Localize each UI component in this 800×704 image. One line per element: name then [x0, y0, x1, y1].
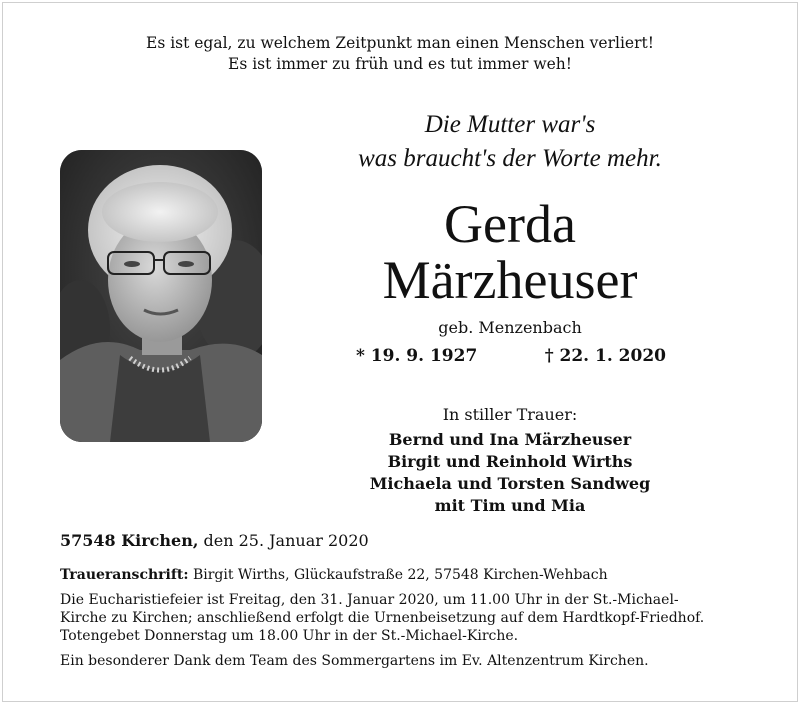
mourning-address: [60, 566, 760, 584]
mourners-list: [300, 429, 720, 517]
script-quote: [320, 108, 700, 176]
death-date: † 22. 1. 2020: [544, 346, 666, 366]
ceremony-line-1: Die Eucharistiefeier ist Freitag, den 31. Januar 2020, um 11.00 Uhr in der St.-Michael-: [60, 592, 679, 608]
opening-quote-line-1: Es ist egal, zu welchem Zeitpunkt man einen Menschen verliert!: [146, 34, 654, 52]
opening-quote: [0, 33, 800, 75]
mourner-line: Birgit und Reinhold Wirths: [387, 452, 633, 471]
mourning-label: In stiller Trauer:: [442, 405, 578, 424]
script-quote-line-2: was braucht's der Worte mehr.: [358, 145, 662, 172]
deceased-name: [300, 196, 720, 308]
mourner-line: mit Tim und Mia: [434, 496, 586, 515]
portrait-image: [60, 150, 262, 442]
last-name: Märzheuser: [382, 250, 638, 310]
ceremony-details: [60, 591, 760, 645]
script-quote-line-1: Die Mutter war's: [424, 111, 596, 138]
thanks-note: Ein besonderer Dank dem Team des Sommergartens im Ev. Altenzentrum Kirchen.: [60, 653, 649, 669]
life-dates: [356, 346, 666, 366]
opening-quote-line-2: Es ist immer zu früh und es tut immer weh!: [228, 55, 572, 73]
first-name: Gerda: [444, 194, 576, 254]
place-and-date: [60, 531, 369, 550]
mourner-line: Michaela und Torsten Sandweg: [369, 474, 651, 493]
ceremony-line-3: Totengebet Donnerstag um 18.00 Uhr in der St.-Michael-Kirche.: [60, 628, 519, 644]
mourner-line: Bernd und Ina Märzheuser: [388, 430, 632, 449]
address-label: Traueranschrift:: [60, 567, 189, 583]
address-value: Birgit Wirths, Glückaufstraße 22, 57548 Kirchen-Wehbach: [192, 567, 608, 583]
portrait-photo: [60, 150, 262, 442]
date: den 25. Januar 2020: [203, 531, 369, 550]
birth-name: geb. Menzenbach: [438, 318, 582, 337]
ceremony-line-2: Kirche zu Kirchen; anschließend erfolgt die Urnenbeisetzung auf dem Hardtkopf-Friedhof.: [60, 610, 705, 626]
birth-date: * 19. 9. 1927: [356, 346, 478, 366]
place: 57548 Kirchen,: [60, 531, 199, 550]
